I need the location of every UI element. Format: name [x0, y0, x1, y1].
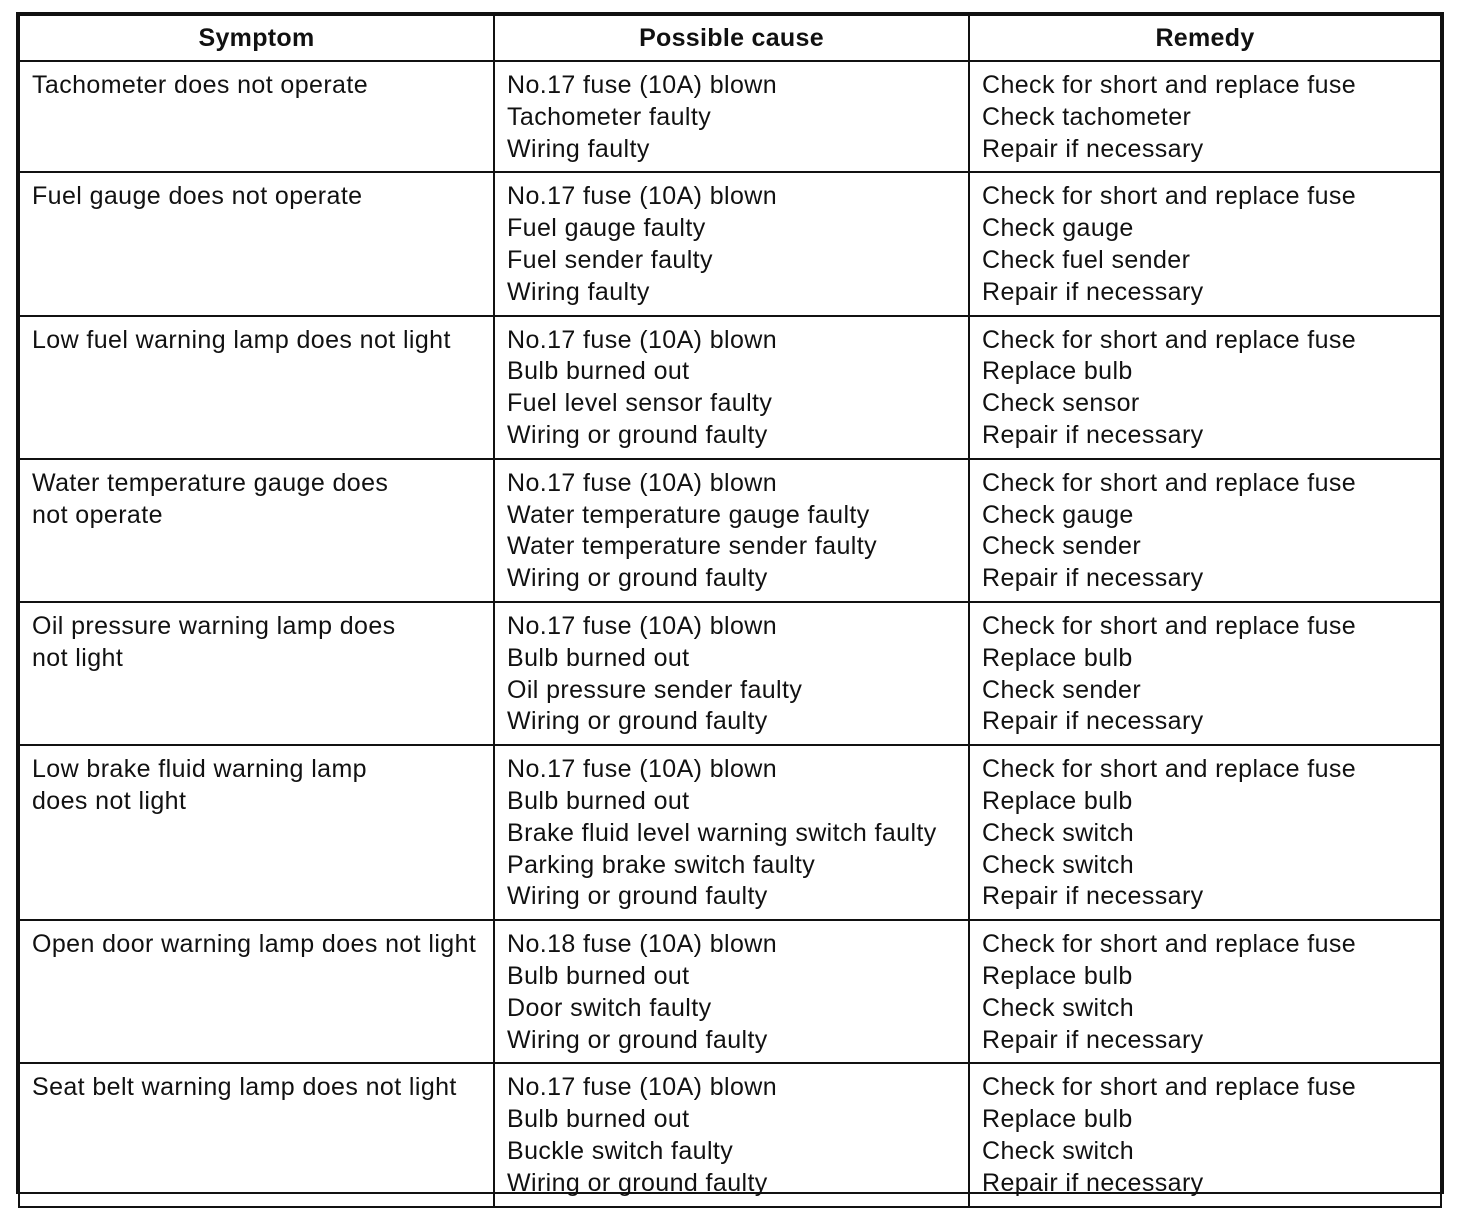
remedy-line: Check switch: [982, 1136, 1135, 1165]
symptom-line: Low fuel warning lamp does not light: [32, 325, 451, 354]
cause-line: Bulb burned out: [507, 357, 690, 386]
table-row: [19, 61, 1441, 172]
cause-line: No.17 fuse (10A) blown: [507, 611, 778, 640]
remedy-line: Repair if necessary: [982, 882, 1204, 911]
cause-line: No.17 fuse (10A) blown: [507, 755, 778, 784]
table-header: [19, 15, 1441, 61]
header-row: [19, 15, 1441, 61]
cause-line: Brake fluid level warning switch faulty: [507, 818, 937, 847]
symptom-cell: [19, 61, 494, 172]
remedy-cell: [969, 920, 1441, 1063]
cause-line: Tachometer faulty: [507, 102, 712, 131]
remedy-line: Check fuel sender: [982, 245, 1191, 274]
remedy-line: Check for short and replace fuse: [982, 611, 1357, 640]
symptom-cell: [19, 920, 494, 1063]
remedy-line: Check switch: [982, 993, 1135, 1022]
cause-cell: [494, 602, 969, 745]
symptom-line: Water temperature gauge does: [32, 468, 389, 497]
symptom-cell: [19, 316, 494, 459]
remedy-cell: [969, 459, 1441, 602]
remedy-line: Check switch: [982, 850, 1135, 879]
remedy-cell: [969, 172, 1441, 315]
cause-line: Wiring faulty: [507, 134, 650, 163]
cause-line: Wiring or ground faulty: [507, 1025, 768, 1054]
cause-line: Wiring or ground faulty: [507, 564, 768, 593]
remedy-cell: [969, 316, 1441, 459]
cause-cell: [494, 316, 969, 459]
remedy-line: Check for short and replace fuse: [982, 755, 1357, 784]
remedy-cell: [969, 745, 1441, 920]
cause-line: Bulb burned out: [507, 643, 690, 672]
table-row: [19, 172, 1441, 315]
remedy-line: Repair if necessary: [982, 1025, 1204, 1054]
symptom-line: Fuel gauge does not operate: [32, 182, 363, 211]
cause-line: Bulb burned out: [507, 961, 690, 990]
remedy-line: Check sender: [982, 675, 1142, 704]
remedy-line: Repair if necessary: [982, 420, 1204, 449]
cause-cell: [494, 920, 969, 1063]
table-row: [19, 1063, 1441, 1206]
header-possible-cause: Possible cause: [494, 15, 969, 61]
remedy-cell: [969, 1063, 1441, 1206]
symptom-line: Tachometer does not operate: [32, 71, 369, 99]
header-symptom: Symptom: [19, 15, 494, 61]
symptom-cell: [19, 1063, 494, 1206]
remedy-line: Check for short and replace fuse: [982, 71, 1357, 99]
remedy-line: Check tachometer: [982, 102, 1192, 131]
cause-line: Buckle switch faulty: [507, 1136, 734, 1165]
cause-line: No.18 fuse (10A) blown: [507, 930, 778, 959]
symptom-cell: [19, 602, 494, 745]
symptom-line: Open door warning lamp does not light: [32, 930, 477, 959]
symptom-cell: [19, 745, 494, 920]
symptom-line: Seat belt warning lamp does not light: [32, 1073, 457, 1102]
cause-line: Parking brake switch faulty: [507, 850, 816, 879]
cause-cell: [494, 1063, 969, 1206]
cause-line: Bulb burned out: [507, 786, 690, 815]
remedy-line: Check sensor: [982, 389, 1140, 418]
cause-line: Wiring or ground faulty: [507, 882, 768, 911]
remedy-line: Repair if necessary: [982, 277, 1204, 306]
table-body: [19, 61, 1441, 1207]
remedy-line: Check sender: [982, 532, 1142, 561]
remedy-line: Check gauge: [982, 500, 1134, 529]
cause-line: No.17 fuse (10A) blown: [507, 1073, 778, 1102]
cause-line: No.17 fuse (10A) blown: [507, 71, 778, 99]
remedy-cell: [969, 602, 1441, 745]
cause-cell: [494, 172, 969, 315]
troubleshooting-table: [18, 14, 1442, 1208]
table-row: [19, 920, 1441, 1063]
table-row: [19, 745, 1441, 920]
remedy-line: Repair if necessary: [982, 707, 1204, 736]
remedy-line: Replace bulb: [982, 786, 1133, 815]
cause-line: Water temperature sender faulty: [507, 532, 877, 561]
header-remedy: Remedy: [969, 15, 1441, 61]
symptom-cell: [19, 172, 494, 315]
remedy-line: Check for short and replace fuse: [982, 468, 1357, 497]
cause-cell: [494, 459, 969, 602]
remedy-line: Replace bulb: [982, 357, 1133, 386]
remedy-line: Check switch: [982, 818, 1135, 847]
symptom-line: not operate: [32, 500, 163, 529]
remedy-line: Repair if necessary: [982, 1168, 1204, 1197]
remedy-line: Check for short and replace fuse: [982, 182, 1357, 211]
cause-line: Fuel sender faulty: [507, 245, 713, 274]
remedy-line: Replace bulb: [982, 643, 1133, 672]
cause-line: Oil pressure sender faulty: [507, 675, 803, 704]
remedy-line: Check for short and replace fuse: [982, 1073, 1357, 1102]
cause-line: Door switch faulty: [507, 993, 712, 1022]
cause-line: Wiring or ground faulty: [507, 420, 768, 449]
remedy-line: Repair if necessary: [982, 134, 1204, 163]
table-row: [19, 602, 1441, 745]
symptom-line: Low brake fluid warning lamp: [32, 755, 367, 784]
remedy-line: Check gauge: [982, 214, 1134, 243]
cause-line: Fuel gauge faulty: [507, 214, 706, 243]
cause-line: Wiring faulty: [507, 277, 650, 306]
symptom-line: does not light: [32, 786, 187, 815]
table-row: [19, 316, 1441, 459]
cause-cell: [494, 61, 969, 172]
remedy-line: Replace bulb: [982, 1105, 1133, 1134]
remedy-line: Check for short and replace fuse: [982, 930, 1357, 959]
symptom-line: not light: [32, 643, 124, 672]
cause-line: Water temperature gauge faulty: [507, 500, 870, 529]
symptom-cell: [19, 459, 494, 602]
cause-cell: [494, 745, 969, 920]
remedy-line: Repair if necessary: [982, 564, 1204, 593]
table-row: [19, 459, 1441, 602]
cause-line: Wiring or ground faulty: [507, 1168, 768, 1197]
cause-line: Bulb burned out: [507, 1105, 690, 1134]
cause-line: No.17 fuse (10A) blown: [507, 325, 778, 354]
cause-line: Wiring or ground faulty: [507, 707, 768, 736]
cause-line: Fuel level sensor faulty: [507, 389, 773, 418]
remedy-line: Replace bulb: [982, 961, 1133, 990]
symptom-line: Oil pressure warning lamp does: [32, 611, 396, 640]
cause-line: No.17 fuse (10A) blown: [507, 468, 778, 497]
troubleshooting-table-frame: [16, 12, 1444, 1197]
cause-line: No.17 fuse (10A) blown: [507, 182, 778, 211]
remedy-cell: [969, 61, 1441, 172]
remedy-line: Check for short and replace fuse: [982, 325, 1357, 354]
